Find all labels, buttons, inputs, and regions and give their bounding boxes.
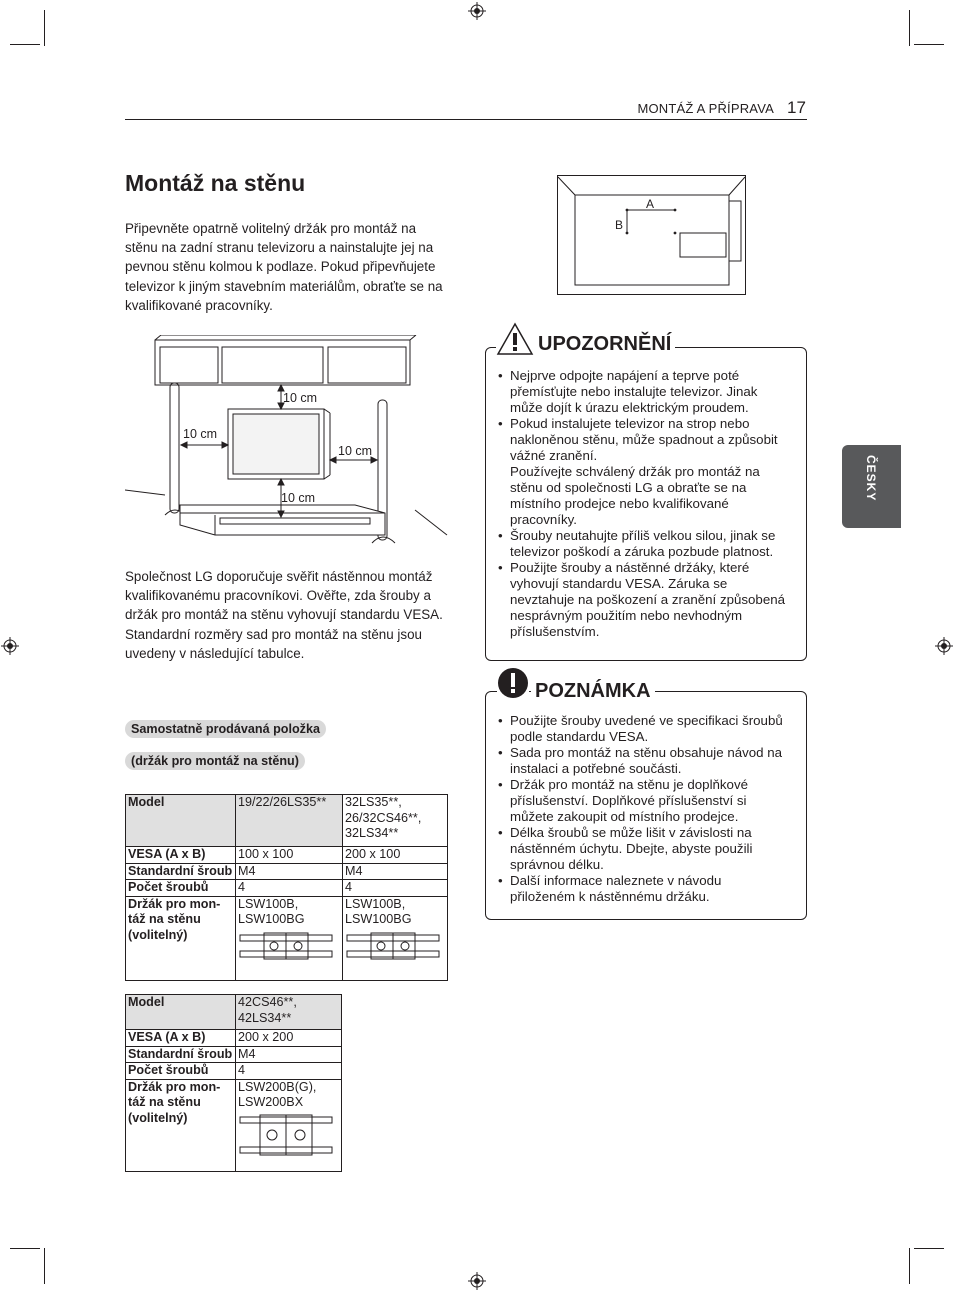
bracket-model-text: LSW100B, LSW100BG (345, 896, 412, 926)
note-item: • Použijte šrouby uvedené ve specifikaci šroubů podle standardu VESA. (497, 713, 789, 745)
table-label-screw-count: Počet šroubů (126, 880, 236, 897)
clearance-label-bottom: 10 cm (281, 491, 316, 505)
note-exclamation-icon (497, 667, 529, 699)
table-label-model: Model (126, 995, 236, 1030)
table-cell-vesa: 200 x 100 (343, 847, 448, 864)
recommendation-paragraph: Společnost LG doporučuje svěřit nástěnnou montáž kvalifikovanému pracovníkovi. Ověřte, zda šrouby a držák pro montáž na stěnu vyhovují standardu VESA. Standardní rozměry sad pro montáž na stěnu jsou uvedeny v následující tabulce. (125, 569, 443, 661)
table-cell-screw: M4 (236, 863, 343, 880)
crop-mark (914, 1248, 944, 1249)
page-title: Montáž na stěnu (125, 170, 306, 196)
vesa-label-b: B (615, 218, 624, 232)
crop-mark (10, 1248, 40, 1249)
table-cell-model: 42CS46**, 42LS34** (236, 995, 342, 1030)
table-cell-vesa: 100 x 100 (236, 847, 343, 864)
table-cell-bracket (343, 896, 448, 980)
page-number: 17 (787, 98, 806, 117)
bracket-model-text: LSW200B(G), LSW200BX (238, 1079, 317, 1109)
crop-mark (909, 10, 910, 46)
table-cell-model: 32LS35**, 26/32CS46**, 32LS34** (343, 795, 448, 847)
clearance-label-right: 10 cm (338, 444, 373, 458)
wall-bracket-image (238, 931, 334, 961)
registration-mark-icon (468, 1272, 486, 1290)
note-list (497, 713, 789, 905)
caution-item: • Pokud instalujete televizor na strop nebo nakloněnou stěnu, může spadnout a způsobit vážné zranění. Používejte schválený držák pro montáž na stěnu od společnosti LG a obraťte se na místního prodejce nebo kvalifikované pracovníky. (497, 416, 789, 528)
table-cell-screw-count: 4 (343, 880, 448, 897)
table-cell-vesa: 200 x 200 (236, 1030, 342, 1047)
registration-mark-icon (468, 2, 486, 20)
table-cell-model: 19/22/26LS35** (236, 795, 343, 847)
vesa-table-2 (125, 994, 342, 1172)
wall-bracket-image (345, 931, 441, 961)
wall-bracket-image (238, 1113, 334, 1157)
wall-bracket-label: (držák pro montáž na stěnu) (125, 752, 305, 770)
clearance-label-left: 10 cm (183, 427, 218, 441)
table-cell-screw: M4 (343, 863, 448, 880)
caution-item: • Šrouby neutahujte příliš velkou silou, jinak se televizor poškodí a záruka pozbude platnost. (497, 528, 789, 560)
registration-mark-icon (935, 637, 953, 655)
table-cell-screw-count: 4 (236, 1063, 342, 1080)
table-label-vesa: VESA (A x B) (126, 1030, 236, 1047)
note-item: • Držák pro montáž na stěnu je doplňkové příslušenství. Doplňkové příslušenství si můžete zakoupit od místního prodejce. (497, 777, 789, 825)
language-tab-label: ČESKY (864, 455, 878, 502)
table-label-model: Model (126, 795, 236, 847)
table-label-screw-count: Počet šroubů (126, 1063, 236, 1080)
clearance-label-top: 10 cm (283, 391, 318, 405)
language-tab (842, 445, 901, 528)
table-cell-screw-count: 4 (236, 880, 343, 897)
header-divider (125, 119, 807, 120)
bracket-label-text: Držák pro mon-táž na stěnu (volitelný) (128, 1079, 221, 1125)
table-label-screw: Standardní šroub (126, 1046, 236, 1063)
note-item: • Sada pro montáž na stěnu obsahuje návod na instalaci a potřebné součásti. (497, 745, 789, 777)
bracket-label-text: Držák pro mon-táž na stěnu (volitelný) (128, 896, 221, 942)
caution-list (497, 368, 789, 640)
note-item: • Délka šroubů se může lišit v závislosti na nástěnném úchytu. Dbejte, abyste použili správnou délku. (497, 825, 789, 873)
crop-mark (909, 1248, 910, 1284)
table-cell-screw: M4 (236, 1046, 342, 1063)
crop-mark (914, 44, 944, 45)
bracket-model-text: LSW100B, LSW100BG (238, 896, 305, 926)
section-header: MONTÁŽ A PŘÍPRAVA (637, 101, 774, 116)
tv-back-vesa-diagram (557, 175, 747, 296)
registration-mark-icon (1, 637, 19, 655)
table-label-bracket (126, 1079, 236, 1171)
caution-title: UPOZORNĚNÍ (534, 333, 675, 356)
crop-mark (10, 44, 40, 45)
caution-item: • Použijte šrouby a nástěnné držáky, které vyhovují standardu VESA. Záruka se nevztahuje na poškození a zranění způsobená nesprávným použitím nebo nevhodným příslušenstvím. (497, 560, 789, 640)
vesa-table-1 (125, 794, 448, 981)
warning-triangle-icon (496, 322, 534, 356)
caution-item: • Nejprve odpojte napájení a teprve poté přemísťujte nebo instalujte televizor. Jinak může dojít k úrazu elektrickým proudem. (497, 368, 789, 416)
crop-mark (44, 10, 45, 46)
table-label-screw: Standardní šroub (126, 863, 236, 880)
crop-mark (44, 1248, 45, 1284)
table-label-bracket (126, 896, 236, 980)
note-title: POZNÁMKA (531, 680, 655, 703)
wall-mount-clearance-illustration (125, 335, 450, 560)
table-cell-bracket (236, 1079, 342, 1171)
table-label-vesa: VESA (A x B) (126, 847, 236, 864)
vesa-label-a: A (646, 197, 655, 211)
separately-sold-label: Samostatně prodávaná položka (125, 720, 326, 738)
note-item: • Další informace naleznete v návodu přiloženém k nástěnnému držáku. (497, 873, 789, 905)
intro-paragraph: Připevněte opatrně volitelný držák pro montáž na stěnu na zadní stranu televizoru a nainstalujte jej na pevnou stěnu kolmou k podlaze. Pokud připevňujete televizor k jiným stavebním materiálům, obraťte se na kvalifikované pracovníky. (125, 221, 443, 313)
table-cell-bracket (236, 896, 343, 980)
